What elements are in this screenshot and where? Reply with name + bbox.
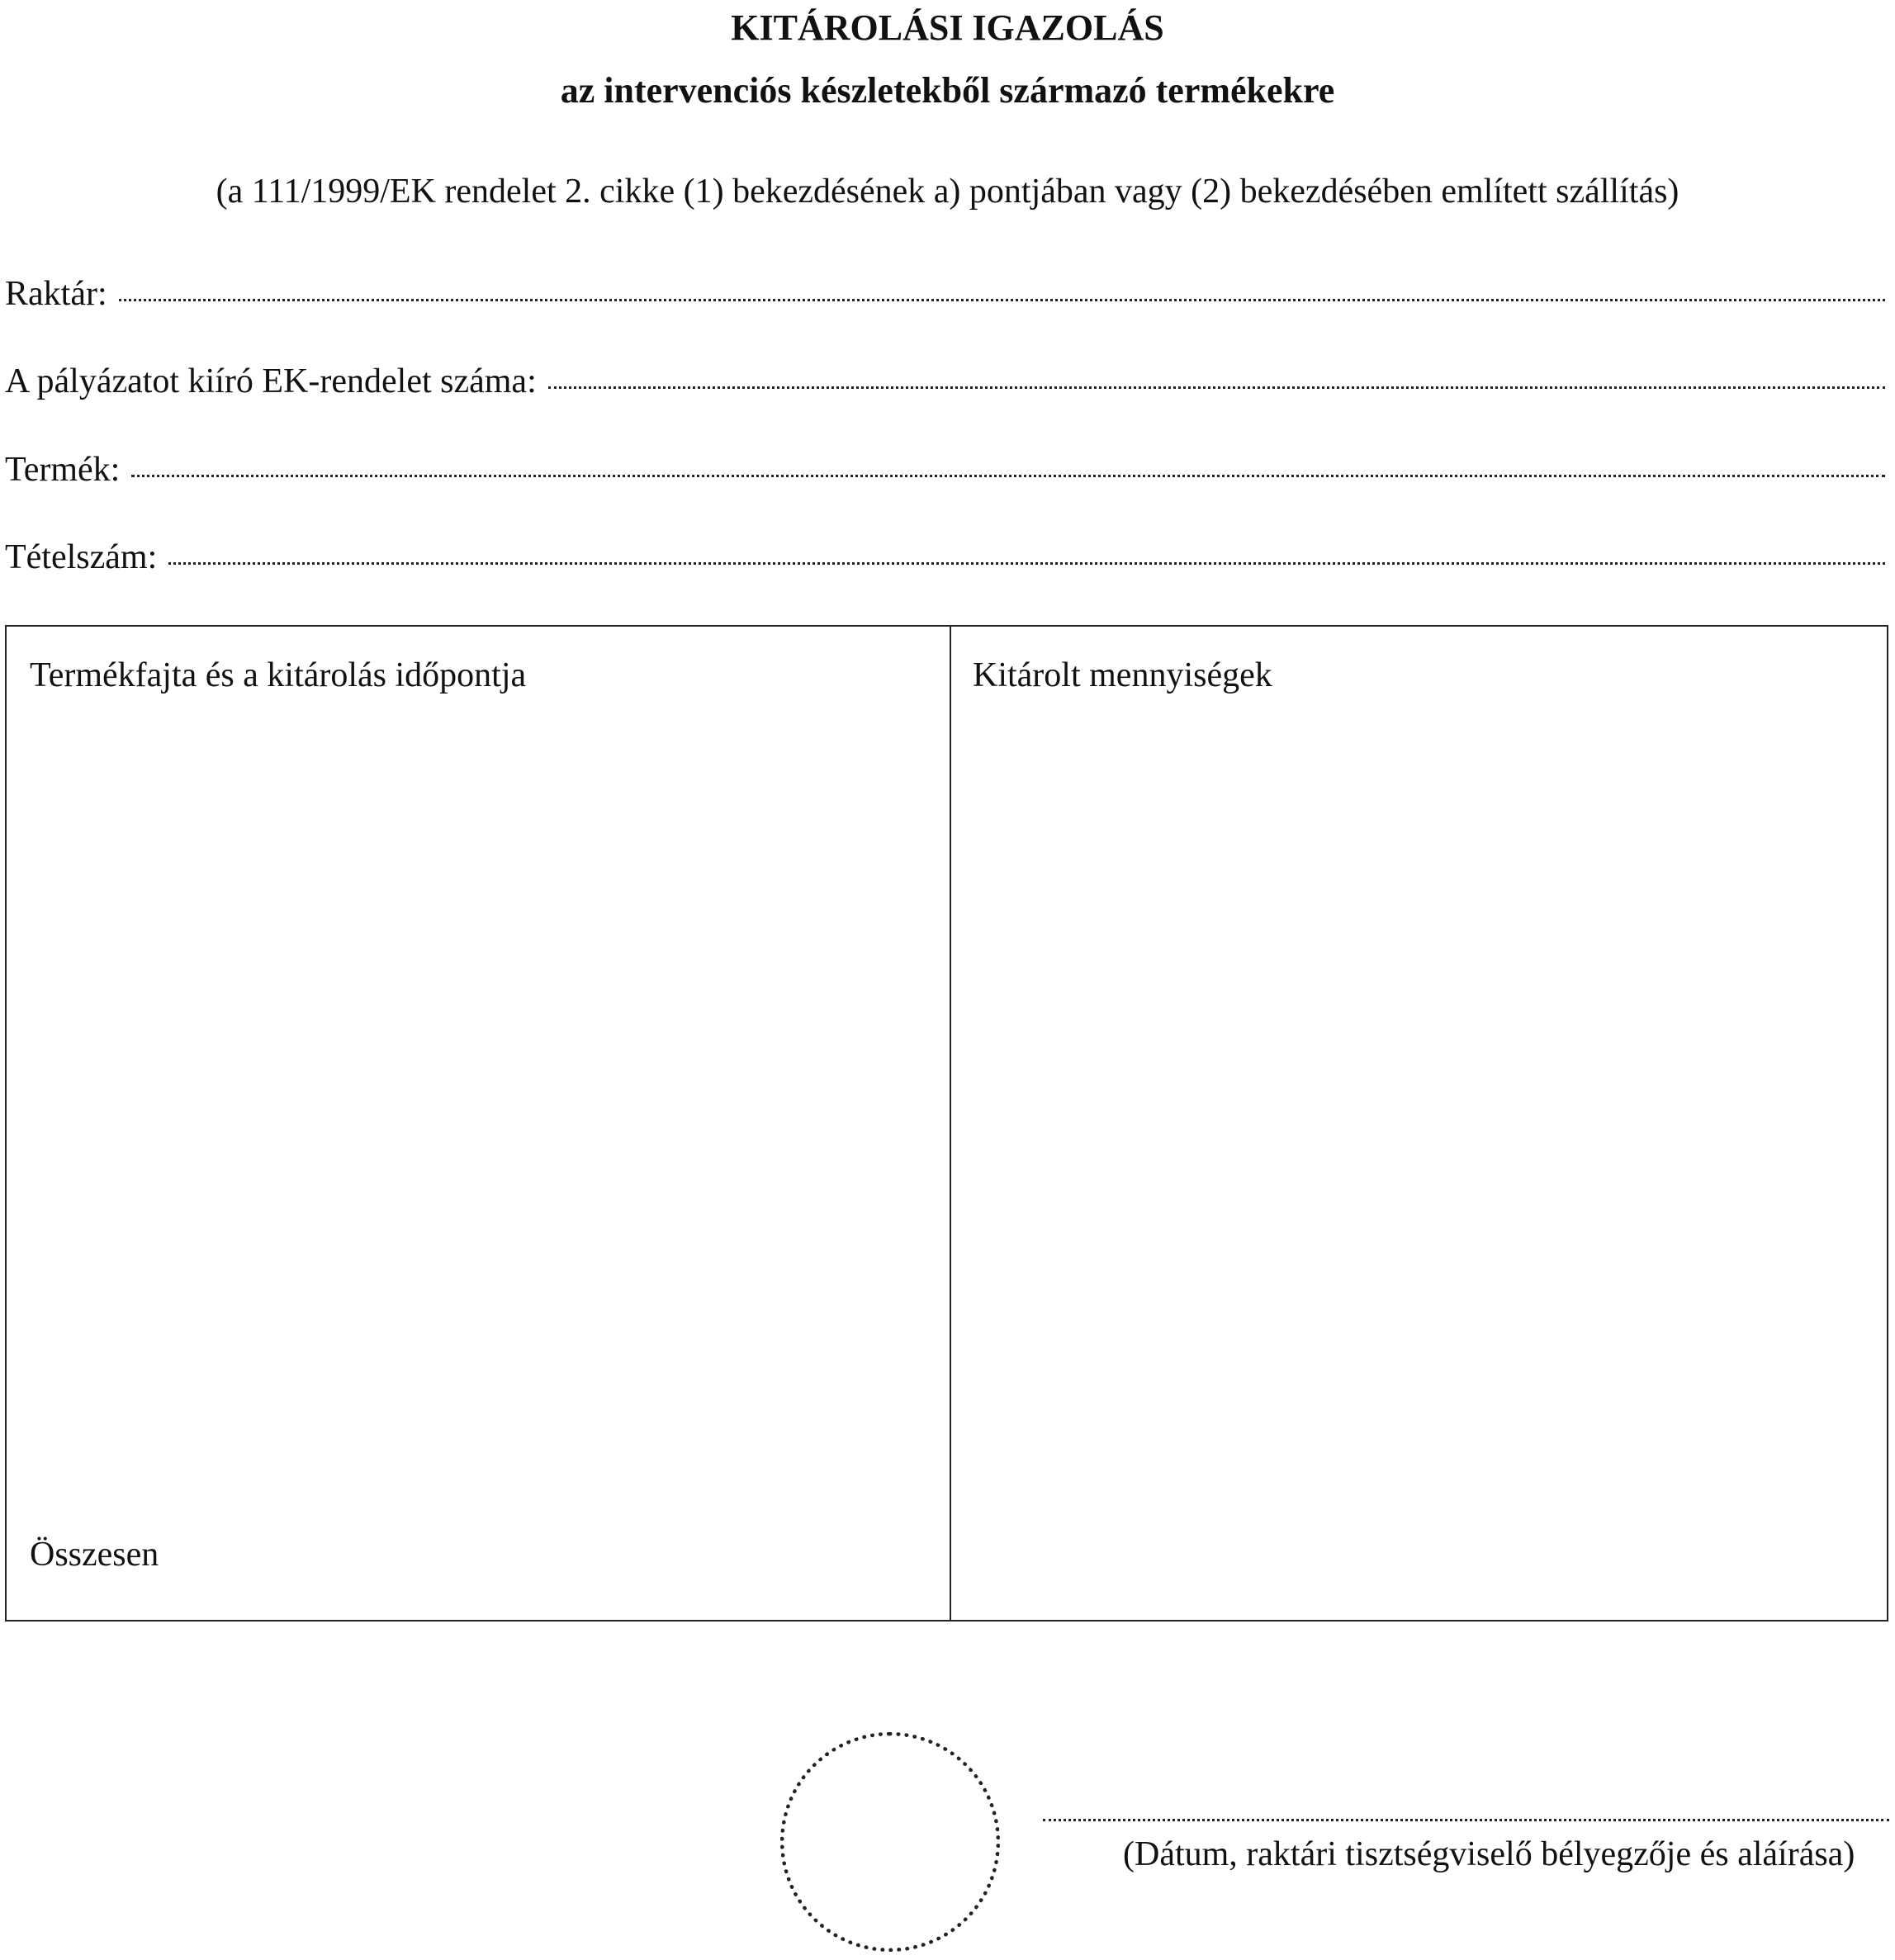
signature-line[interactable]: [1043, 1819, 1889, 1821]
field-label: A pályázatot kiíró EK-rendelet száma:: [5, 362, 537, 400]
column-divider: [950, 627, 951, 1620]
field-termek[interactable]: [5, 450, 1885, 490]
quantities-table: [5, 625, 1888, 1621]
regulation-reference: (a 111/1999/EK rendelet 2. cikke (1) bekezdésének a) pontjában vagy (2) bekezdésében említett szállítás): [216, 173, 1679, 211]
fill-in-line[interactable]: [119, 299, 1885, 301]
col1-header: Termékfajta és a kitárolás időpontja: [30, 656, 527, 694]
field-raktar[interactable]: [5, 274, 1885, 314]
total-label: Összesen: [30, 1536, 159, 1574]
field-label: Raktár:: [5, 275, 107, 313]
stamp-circle: [780, 1732, 1000, 1952]
field-label: Termék:: [5, 451, 121, 489]
document-title: KITÁROLÁSI IGAZOLÁS: [731, 7, 1164, 48]
fill-in-line[interactable]: [168, 562, 1885, 565]
field-tetelszam[interactable]: [5, 537, 1885, 577]
fill-in-line[interactable]: [131, 475, 1885, 477]
field-regulation-number[interactable]: [5, 362, 1885, 401]
field-label: Tételszám:: [5, 538, 158, 576]
signature-caption: (Dátum, raktári tisztségviselő bélyegzője és aláírása): [1123, 1835, 1855, 1873]
document-subtitle: az intervenciós készletekből származó termékekre: [560, 70, 1335, 111]
col2-header: Kitárolt mennyiségek: [973, 656, 1272, 694]
fill-in-line[interactable]: [548, 386, 1885, 389]
